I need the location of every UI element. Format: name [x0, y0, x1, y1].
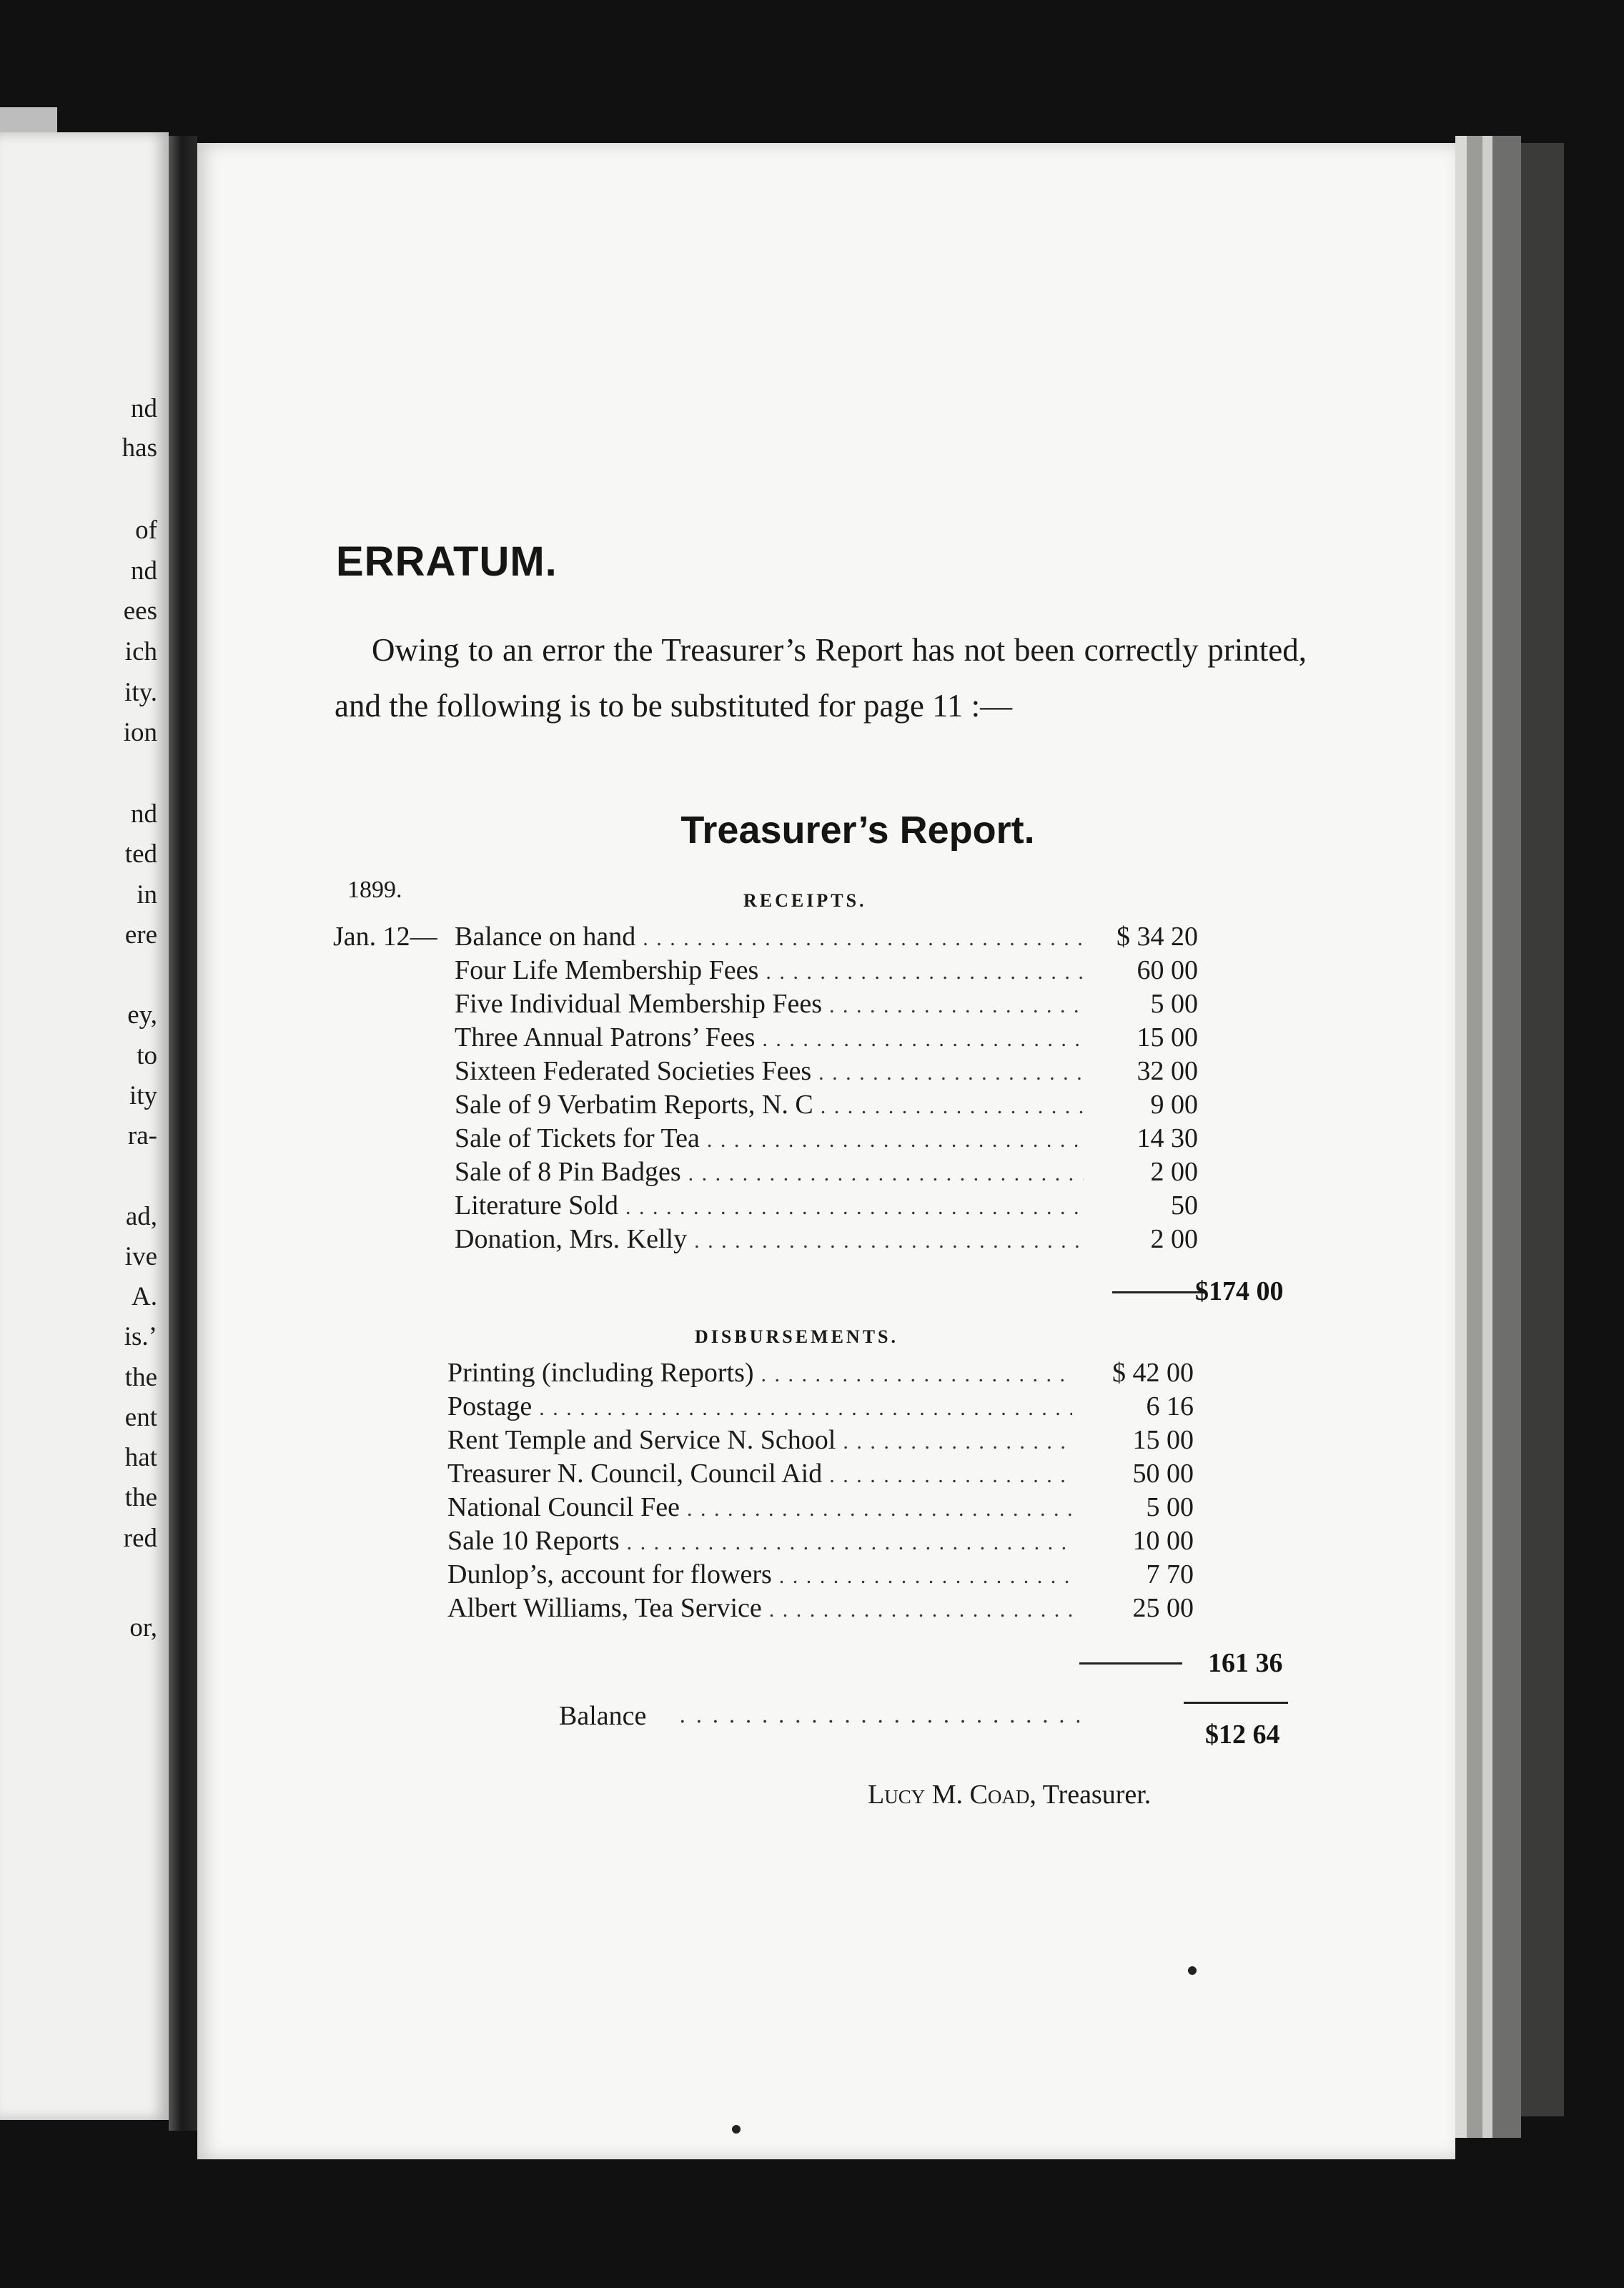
disbursement-label: Printing (including Reports) [447, 1358, 754, 1388]
dot-leader [829, 994, 1084, 1018]
page-edge [1482, 136, 1492, 2138]
left-page-fragment: hat [124, 1443, 157, 1472]
left-page-fragment: nd [131, 556, 157, 586]
left-page-fragment: ity. [124, 678, 157, 707]
left-page-fragment: ion [123, 718, 157, 747]
dot-leader [762, 1027, 1084, 1052]
receipt-amount: 5 00 [1150, 989, 1198, 1019]
disbursements-total-rule [1079, 1662, 1182, 1665]
dot-leader [539, 1396, 1072, 1421]
left-page-fragment: ra- [127, 1121, 157, 1150]
receipts-total: $174 00 [1195, 1276, 1284, 1306]
dot-leader [818, 1061, 1084, 1085]
left-page-fragment: red [123, 1524, 157, 1553]
left-page-fragment: is.’ [124, 1322, 157, 1351]
receipt-row [455, 988, 1198, 1021]
receipt-label: Sale of 8 Pin Badges [455, 1157, 681, 1187]
receipt-row [455, 1022, 1198, 1055]
disbursement-row [447, 1458, 1194, 1491]
dot-leader [627, 1531, 1072, 1555]
disbursement-label: Postage [447, 1391, 533, 1421]
receipt-row [455, 1156, 1198, 1189]
left-page-edge [0, 107, 57, 136]
disbursement-label: Rent Temple and Service N. School [447, 1425, 836, 1455]
page-edge [1521, 143, 1564, 2116]
receipt-amount: 2 00 [1150, 1157, 1198, 1187]
disbursement-row [447, 1525, 1194, 1558]
left-page-fragment: ey, [127, 1000, 157, 1030]
receipt-amount: 50 [1171, 1190, 1198, 1221]
receipt-amount: 14 30 [1137, 1123, 1198, 1153]
disbursement-label: Sale 10 Reports [447, 1526, 620, 1556]
left-page-fragment: to [137, 1041, 157, 1070]
disbursement-label: National Council Fee [447, 1492, 680, 1522]
receipt-label: Donation, Mrs. Kelly [455, 1224, 688, 1254]
receipt-amount: 9 00 [1150, 1090, 1198, 1120]
page-edge [1455, 136, 1467, 2138]
left-page-fragment: nd [131, 799, 157, 829]
receipt-row [455, 955, 1198, 987]
receipt-label: Four Life Membership Fees [455, 955, 759, 985]
receipt-label: Sale of Tickets for Tea [455, 1123, 700, 1153]
report-year: 1899. [347, 877, 402, 903]
dot-leader [707, 1128, 1084, 1153]
receipt-label: Balance on hand [455, 922, 636, 952]
disbursement-row [447, 1491, 1194, 1524]
treasurer-role: , Treasurer. [1029, 1780, 1152, 1810]
left-page-fragment: ive [124, 1242, 157, 1271]
balance-label: Balance [559, 1701, 647, 1731]
balance-rule [1184, 1702, 1288, 1704]
receipt-label: Sixteen Federated Societies Fees [455, 1056, 812, 1086]
disbursement-row [447, 1559, 1194, 1592]
receipt-row [455, 1223, 1198, 1256]
disbursement-row [447, 1391, 1194, 1424]
receipt-label: Literature Sold [455, 1190, 618, 1221]
erratum-title: ERRATUM. [336, 538, 558, 585]
disbursement-amount: 15 00 [1132, 1425, 1194, 1455]
disbursement-amount: 7 70 [1146, 1559, 1194, 1589]
left-page-fragment: the [124, 1483, 157, 1512]
disbursement-amount: 10 00 [1132, 1526, 1194, 1556]
dot-leader [779, 1564, 1072, 1589]
disbursement-label: Treasurer N. Council, Council Aid [447, 1459, 823, 1489]
dot-leader [766, 960, 1084, 985]
receipt-amount: 15 00 [1137, 1022, 1198, 1052]
scan-speck [732, 2125, 741, 2134]
report-title: Treasurer’s Report. [680, 809, 1035, 852]
left-page-fragment: in [137, 880, 157, 909]
disbursement-label: Dunlop’s, account for flowers [447, 1559, 772, 1589]
erratum-body: Owing to an error the Treasurer’s Report has not been correctly printed, and the following is to be substituted for page 11 :— [335, 632, 1307, 724]
dot-leader [769, 1598, 1072, 1622]
receipt-label: Sale of 9 Verbatim Reports, N. C [455, 1090, 813, 1120]
left-page-fragment: of [135, 516, 157, 545]
balance-amount: $12 64 [1205, 1720, 1280, 1750]
left-page-fragment: ent [124, 1403, 157, 1432]
dot-leader [694, 1229, 1084, 1253]
disbursements-heading: DISBURSEMENTS. [695, 1326, 899, 1347]
left-page-fragment: or, [129, 1613, 157, 1642]
left-page-fragment: ad, [125, 1202, 157, 1231]
left-page [0, 132, 169, 2120]
dot-leader [688, 1162, 1084, 1186]
receipt-label: Three Annual Patrons’ Fees [455, 1022, 756, 1052]
left-page-fragment: ich [124, 637, 157, 666]
receipt-amount: $ 34 20 [1116, 922, 1198, 952]
dot-leader [829, 1464, 1072, 1488]
receipts-heading: RECEIPTS. [743, 890, 867, 911]
left-page-fragment: the [124, 1363, 157, 1392]
disbursement-row [447, 1424, 1194, 1457]
dot-leader [643, 927, 1084, 951]
left-page-fragment: ted [124, 839, 157, 869]
receipts-date: Jan. 12— [333, 922, 437, 952]
page-edge [1492, 136, 1521, 2138]
disbursement-amount: $ 42 00 [1112, 1358, 1194, 1388]
left-page-fragment: has [122, 433, 157, 463]
receipt-amount: 60 00 [1137, 955, 1198, 985]
receipt-amount: 2 00 [1150, 1224, 1198, 1254]
dot-leader [679, 1703, 1079, 1728]
treasurer-name: Lucy M. Coad [868, 1780, 1030, 1810]
receipt-row [455, 1190, 1198, 1223]
receipt-amount: 32 00 [1137, 1056, 1198, 1086]
receipt-row [455, 1055, 1198, 1088]
disbursement-amount: 6 16 [1146, 1391, 1194, 1421]
left-page-fragment: ere [124, 920, 157, 950]
scan-speck [1188, 1966, 1197, 1975]
page-edge [1467, 136, 1482, 2138]
left-page-fragment: ity [129, 1081, 157, 1110]
dot-leader [761, 1363, 1072, 1387]
dot-leader [687, 1497, 1072, 1522]
treasurer-signature [868, 1779, 1151, 1810]
disbursement-amount: 50 00 [1132, 1459, 1194, 1489]
receipt-row [455, 921, 1198, 954]
dot-leader [843, 1430, 1072, 1454]
book-gutter [169, 136, 197, 2131]
disbursement-row [447, 1592, 1194, 1625]
receipts-total-rule [1112, 1291, 1207, 1293]
left-page-fragment: A. [132, 1282, 157, 1311]
receipt-label: Five Individual Membership Fees [455, 989, 822, 1019]
dot-leader [625, 1195, 1084, 1220]
left-page-fragment: nd [131, 394, 157, 423]
dot-leader [821, 1095, 1084, 1119]
disbursement-amount: 25 00 [1132, 1593, 1194, 1623]
disbursement-row [447, 1357, 1194, 1390]
left-page-fragment: ees [123, 596, 157, 626]
disbursements-total: 161 36 [1208, 1648, 1283, 1678]
disbursement-label: Albert Williams, Tea Service [447, 1593, 762, 1623]
receipt-row [455, 1123, 1198, 1155]
receipt-row [455, 1089, 1198, 1122]
disbursement-amount: 5 00 [1146, 1492, 1194, 1522]
